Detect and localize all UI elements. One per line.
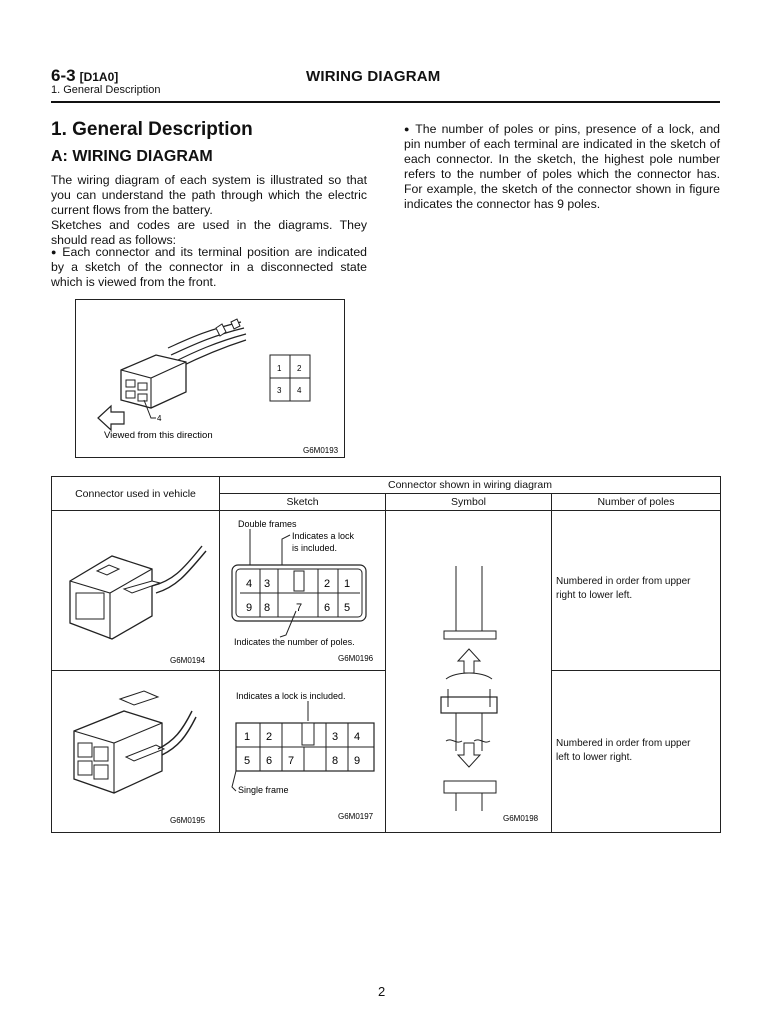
paragraph-bullet-connector: ● Each connector and its terminal position are indicated by a sketch of the connector in a disconnected state which is viewed from the front. <box>51 245 367 290</box>
vehicle-connector-single-frame <box>52 671 218 829</box>
pin-label: 6 <box>324 602 331 614</box>
pin-label: 1 <box>344 578 351 590</box>
connector-table <box>51 476 721 833</box>
pin-label: 1 <box>277 364 282 373</box>
pin-label: 7 <box>288 755 295 767</box>
vehicle-connector-double-frame <box>52 511 218 667</box>
section-number: 6-3 [D1A0] <box>51 66 119 85</box>
paragraph-intro: The wiring diagram of each system is illustrated so that you can understand the path through which the electric current flows from the battery. <box>51 173 367 217</box>
pin-label: 4 <box>297 386 302 395</box>
subsection-heading: A: WIRING DIAGRAM <box>51 148 213 165</box>
pin-label: 5 <box>244 755 251 767</box>
figure-code: G6M0193 <box>303 446 339 455</box>
pin-label: 8 <box>332 755 339 767</box>
label-double-frames: Double frames <box>238 519 297 529</box>
paragraph-bullet-poles: ● The number of poles or pins, presence of a lock, and pin number of each terminal are indicated in the sketch of each connector. In the sketch, the highest pole number refers to the number of poles which the connector has. For example, the sketch of the connector shown in figure indicates the connector has 9 poles. <box>404 122 720 212</box>
pin-label: 2 <box>324 578 331 590</box>
symbol-cell <box>386 511 552 833</box>
header-poles: Number of poles <box>552 494 721 511</box>
pin-label: 2 <box>297 364 302 373</box>
label-lock: Indicates a lock is included. <box>236 691 346 701</box>
label-lock: Indicates a lock <box>292 531 355 541</box>
label-single-frame: Single frame <box>238 785 289 795</box>
label-lock-cont: is included. <box>292 543 338 553</box>
poles-desc-line: Numbered in order from upper <box>556 576 691 587</box>
label-poles: Indicates the number of poles. <box>234 637 355 647</box>
section-heading: 1. General Description <box>51 119 253 140</box>
poles-cell <box>552 671 721 833</box>
pin-label: 3 <box>264 578 271 590</box>
pin-label: 1 <box>244 731 251 743</box>
vehicle-connector-cell <box>52 511 220 671</box>
pin-label: 6 <box>266 755 273 767</box>
poles-desc-line: right to lower left. <box>556 590 633 601</box>
pin-label: 7 <box>296 602 303 614</box>
header-vehicle: Connector used in vehicle <box>52 477 220 511</box>
connector-figure <box>75 299 345 458</box>
poles-desc-line: Numbered in order from upper <box>556 738 691 749</box>
connector-sketch-illustration <box>76 300 344 457</box>
pin-label: 3 <box>332 731 339 743</box>
figure-caption: Viewed from this direction <box>104 430 213 441</box>
pin-label: 2 <box>266 731 273 743</box>
figure-code: G6M0195 <box>170 816 206 825</box>
sketch-cell <box>220 511 386 671</box>
callout-label: 4 <box>157 414 162 423</box>
figure-code: G6M0197 <box>338 812 374 821</box>
symbol-illustration <box>386 511 550 827</box>
vehicle-connector-cell <box>52 671 220 833</box>
sketch-cell <box>220 671 386 833</box>
pin-label: 5 <box>344 602 351 614</box>
pin-label: 3 <box>277 386 282 395</box>
figure-code: G6M0198 <box>503 814 539 823</box>
poles-cell <box>552 511 721 671</box>
pin-label: 4 <box>246 578 253 590</box>
header-diagram-group: Connector shown in wiring diagram <box>220 477 721 494</box>
pin-label: 8 <box>264 602 271 614</box>
sketch-double-frame <box>220 511 384 667</box>
pin-label: 9 <box>246 602 253 614</box>
figure-code: G6M0196 <box>338 654 374 663</box>
header-symbol: Symbol <box>386 494 552 511</box>
pin-label: 9 <box>354 755 361 767</box>
paragraph-sketches: Sketches and codes are used in the diagrams. They should read as follows: <box>51 218 367 247</box>
sketch-single-frame <box>220 671 384 829</box>
pin-label: 4 <box>354 731 361 743</box>
running-title: WIRING DIAGRAM <box>306 68 441 85</box>
poles-desc-line: left to lower right. <box>556 752 633 763</box>
section-code: [D1A0] <box>79 70 119 84</box>
running-subtitle: 1. General Description <box>51 84 161 96</box>
page-number: 2 <box>378 984 386 999</box>
header-rule <box>51 101 720 103</box>
header-sketch: Sketch <box>220 494 386 511</box>
figure-code: G6M0194 <box>170 656 206 665</box>
